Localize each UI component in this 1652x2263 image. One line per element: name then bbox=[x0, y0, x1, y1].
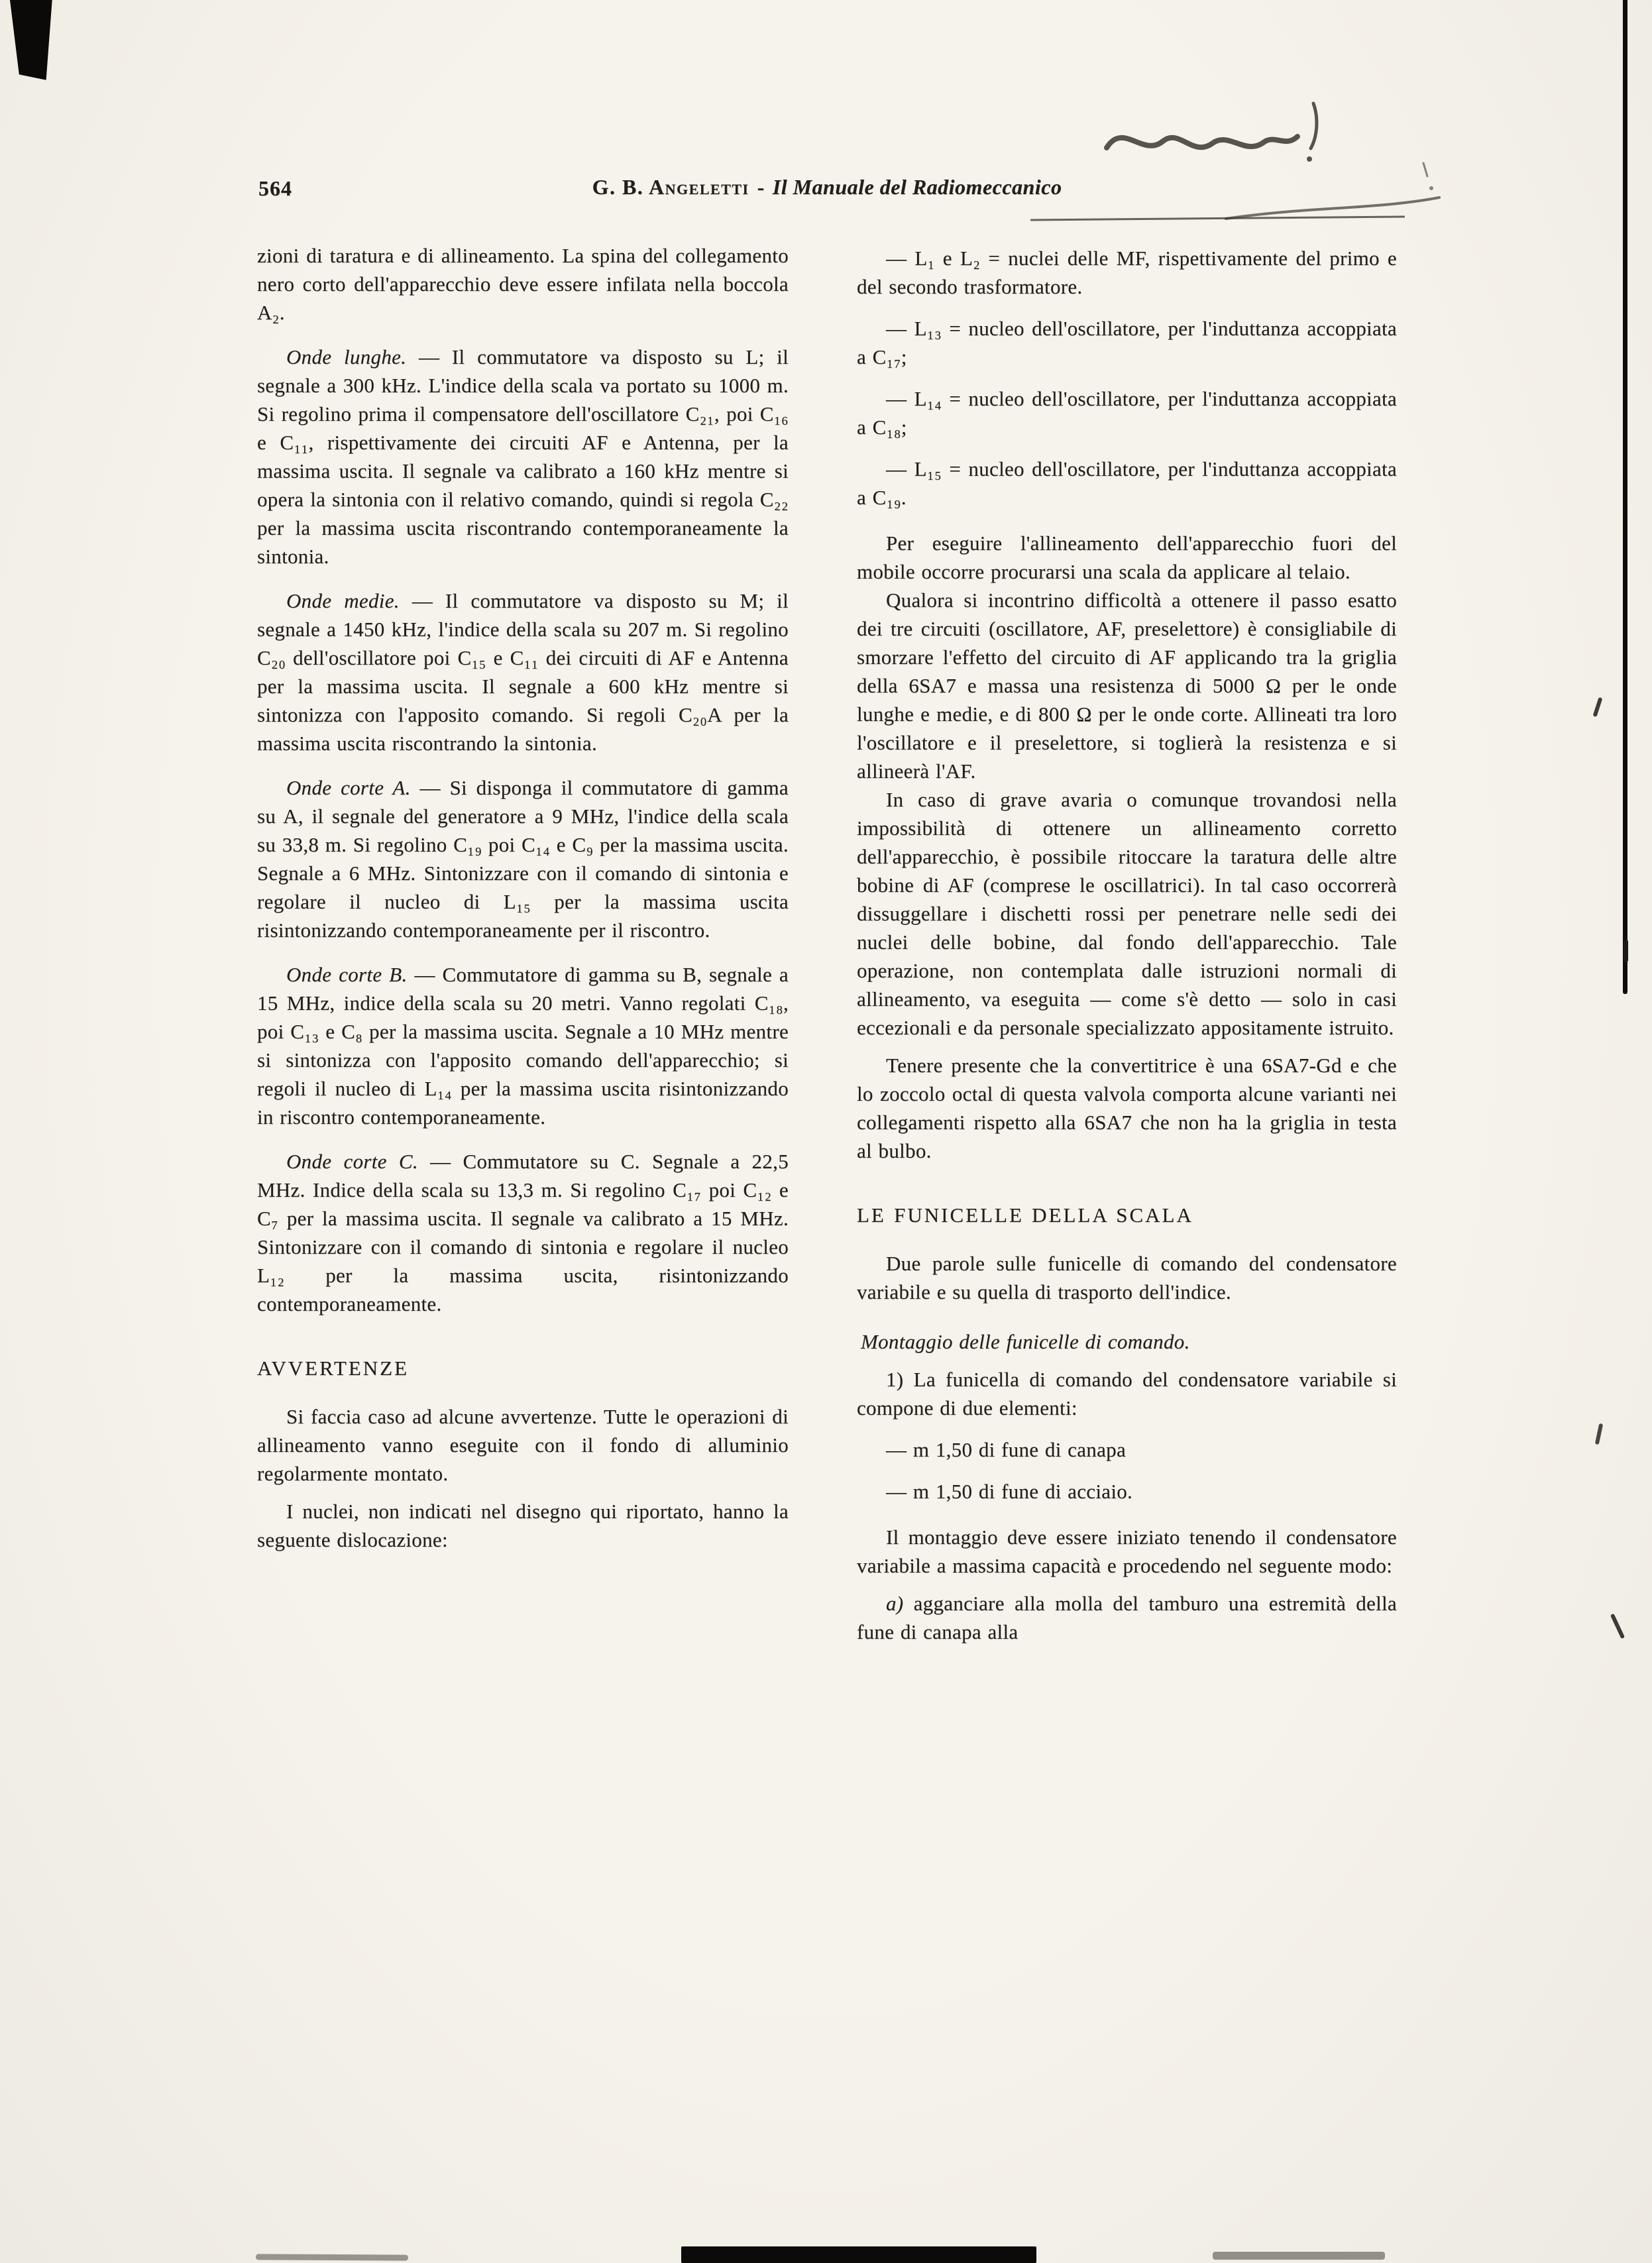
scan-ink-mark-top-left bbox=[9, 0, 64, 83]
paragraph-onde-medie bbox=[257, 586, 789, 757]
page-number: 564 bbox=[258, 176, 292, 200]
scan-ink-bar-bottom bbox=[681, 2246, 1036, 2263]
paragraph-text: — Commutatore su C. Segnale a 22,5 MHz. Indice della scala su 13,3 m. Si regolino C₁₇ poi C₁₂ e C₇ per la massima uscita. Il segnale va calibrato a 15 MHz. Sintonizzare con il comando di sintonia e regolare il nucleo L₁₂ per la massima uscita, risintonizzando contemporaneamente. bbox=[257, 1150, 789, 1315]
paragraph: Per eseguire l'allineamento dell'apparecchio fuori del mobile occorre procurarsi una scala da applicare al telaio. bbox=[857, 531, 1397, 583]
paragraph-text: — Si disponga il commutatore di gamma su A, il segnale del generatore a 9 MHz, l'indice della scala su 33,8 m. Si regolino C₁₉ poi C₁₄ e C₉ per la massima uscita. Segnale a 6 MHz. Sintonizzare con il comando di sintonia e regolare il nucleo di L₁₅ per la massima uscita risintonizzando contemporaneamente per il riscontro. bbox=[257, 776, 789, 942]
list-item-canapa: — m 1,50 di fune di canapa bbox=[886, 1438, 1127, 1461]
subsection-heading-montaggio: Montaggio delle funicelle di comando. bbox=[861, 1330, 1190, 1353]
paragraph-step-a bbox=[857, 1589, 1397, 1646]
scan-edge-mark bbox=[1624, 940, 1628, 962]
running-head-title: Il Manuale del Radiomeccanico bbox=[772, 175, 1062, 199]
paragraph-text: — Il commutatore va disposto su M; il segnale a 1450 kHz, l'indice della scala su 207 m. Si regolino C₂₀ dell'oscillatore poi C₁₅ e C₁₁ dei circuiti di AF e Antenna per la massima uscita. Il segnale a 600 kHz mentre si sintonizza con l'apposito comando. Si regoli C₂₀A per la massima uscita riscontrando la sintonia. bbox=[257, 589, 789, 755]
running-head-author: G. B. Angeletti bbox=[592, 175, 749, 199]
right-column bbox=[857, 241, 1397, 1646]
page-body bbox=[257, 241, 1397, 1646]
paragraph: I nuclei, non indicati nel disegno qui riportato, hanno la seguente dislocazione: bbox=[257, 1500, 789, 1551]
list-item-acciaio: — m 1,50 di fune di acciaio. bbox=[886, 1480, 1133, 1503]
paragraph: Tenere presente che la convertitrice è una 6SA7-Gd e che lo zoccolo octal di questa valvola comporta alcune varianti nei collegamenti rispetto alla 6SA7 che non ha la griglia in testa al bulbo. bbox=[857, 1054, 1397, 1162]
list-item-l13: — L₁₃ = nucleo dell'oscillatore, per l'induttanza accoppiata a C₁₇; bbox=[857, 317, 1397, 368]
left-column bbox=[257, 241, 789, 1646]
section-heading-funicelle: LE FUNICELLE DELLA SCALA bbox=[857, 1203, 1193, 1227]
run-in-heading: Onde corte A. bbox=[286, 776, 411, 799]
paragraph: In caso di grave avaria o comunque trovandosi nella impossibilità di ottenere un allineamento corretto dell'apparecchio, è possibile ritoccare la taratura delle altre bobine di AF (comprese le oscillatrici). In tal caso occorrerà dissuggellare i dischetti rossi per penetrare nelle sedi dei nuclei delle bobine, dal fondo dell'apparecchio. Tale operazione, non contemplata dalle istruzioni normali di allineamento, va eseguita — come s'è detto — solo in casi eccezionali e da personale specializzato appositamente istruito. bbox=[857, 788, 1397, 1039]
list-item-l14: — L₁₄ = nucleo dell'oscillatore, per l'induttanza accoppiata a C₁₈; bbox=[857, 387, 1397, 439]
page-header bbox=[257, 175, 1397, 199]
scan-ink-smudge-bottom-left bbox=[256, 2254, 408, 2260]
paragraph-continuation: zioni di taratura e di allineamento. La spina del collegamento nero corto dell'apparecchio deve essere infilata nella boccola A₂. bbox=[257, 244, 789, 324]
paragraph-text: — Commutatore di gamma su B, segnale a 15 MHz, indice della scala su 20 metri. Vanno regolati C₁₈, poi C₁₃ e C₈ per la massima uscita. Segnale a 10 MHz mentre si sintonizza con l'apposito comando dell'apparecchio; si regoli il nucleo di L₁₄ per la massima uscita risintonizzando in riscontro contemporaneamente. bbox=[257, 963, 789, 1129]
paragraph-text: agganciare alla molla del tamburo una estremità della fune di canapa alla bbox=[857, 1592, 1397, 1643]
paragraph: Il montaggio deve essere iniziato tenendo il condensatore variabile a massima capacità e procedendo nel seguente modo: bbox=[857, 1525, 1397, 1577]
run-in-heading: Onde corte B. bbox=[286, 963, 408, 986]
run-in-heading: Onde corte C. bbox=[286, 1150, 418, 1173]
paragraph-onde-corte-a bbox=[257, 773, 789, 944]
paragraph-onde-lunghe bbox=[257, 343, 789, 571]
run-in-heading: a) bbox=[886, 1592, 904, 1615]
paragraph-onde-corte-b bbox=[257, 960, 789, 1131]
paragraph-text: — Il commutatore va disposto su L; il segnale a 300 kHz. L'indice della scala va portato su 1000 m. Si regolino prima il compensatore dell'oscillatore C₂₁, poi C₁₆ e C₁₁, rispettivamente dei circuiti AF e Antenna, per la massima uscita. Il segnale va calibrato a 160 kHz mentre si opera la sintonia con il relativo comando, quindi si regola C₂₂ per la massima uscita riscontrando contemporaneamente la sintonia. bbox=[257, 345, 789, 568]
scan-page-edge-line bbox=[1623, 0, 1627, 994]
scan-edge-mark bbox=[1610, 1614, 1625, 1639]
scan-edge-mark bbox=[1595, 1423, 1604, 1445]
handwritten-mark bbox=[1087, 85, 1445, 231]
paragraph: Qualora si incontrino difficoltà a ottenere il passo esatto dei tre circuiti (oscillatore, AF, preselettore) è consigliabile di smorzare l'effetto del circuito di AF applicando tra la griglia della 6SA7 e massa una resistenza di 5000 Ω per le onde lunghe e medie, e di 800 Ω per le onde corte. Allineati tra loro l'oscillatore e il preselettore, si toglierà la resistenza e si allineerà l'AF. bbox=[857, 588, 1397, 783]
scan-ink-smudge-bottom-right bbox=[1213, 2252, 1385, 2260]
running-head-separator: - bbox=[757, 175, 765, 199]
paragraph: 1) La funicella di comando del condensatore variabile si compone di due elementi: bbox=[857, 1368, 1397, 1419]
section-heading-avvertenze: AVVERTENZE bbox=[257, 1356, 410, 1380]
paragraph-onde-corte-c bbox=[257, 1147, 789, 1318]
run-in-heading: Onde medie. bbox=[286, 589, 400, 612]
run-in-heading: Onde lunghe. bbox=[286, 345, 407, 368]
running-head bbox=[257, 175, 1397, 199]
paragraph: Si faccia caso ad alcune avvertenze. Tutte le operazioni di allineamento vanno eseguite con il fondo di alluminio regolarmente montato. bbox=[257, 1405, 789, 1485]
list-item-l1-l2: — L₁ e L₂ = nuclei delle MF, rispettivamente del primo e del secondo trasformatore. bbox=[857, 247, 1397, 298]
scan-edge-mark bbox=[1593, 697, 1603, 717]
list-item-l15: — L₁₅ = nucleo dell'oscillatore, per l'induttanza accoppiata a C₁₉. bbox=[857, 457, 1397, 509]
paragraph: Due parole sulle funicelle di comando del condensatore variabile e su quella di trasporto dell'indice. bbox=[857, 1252, 1397, 1303]
